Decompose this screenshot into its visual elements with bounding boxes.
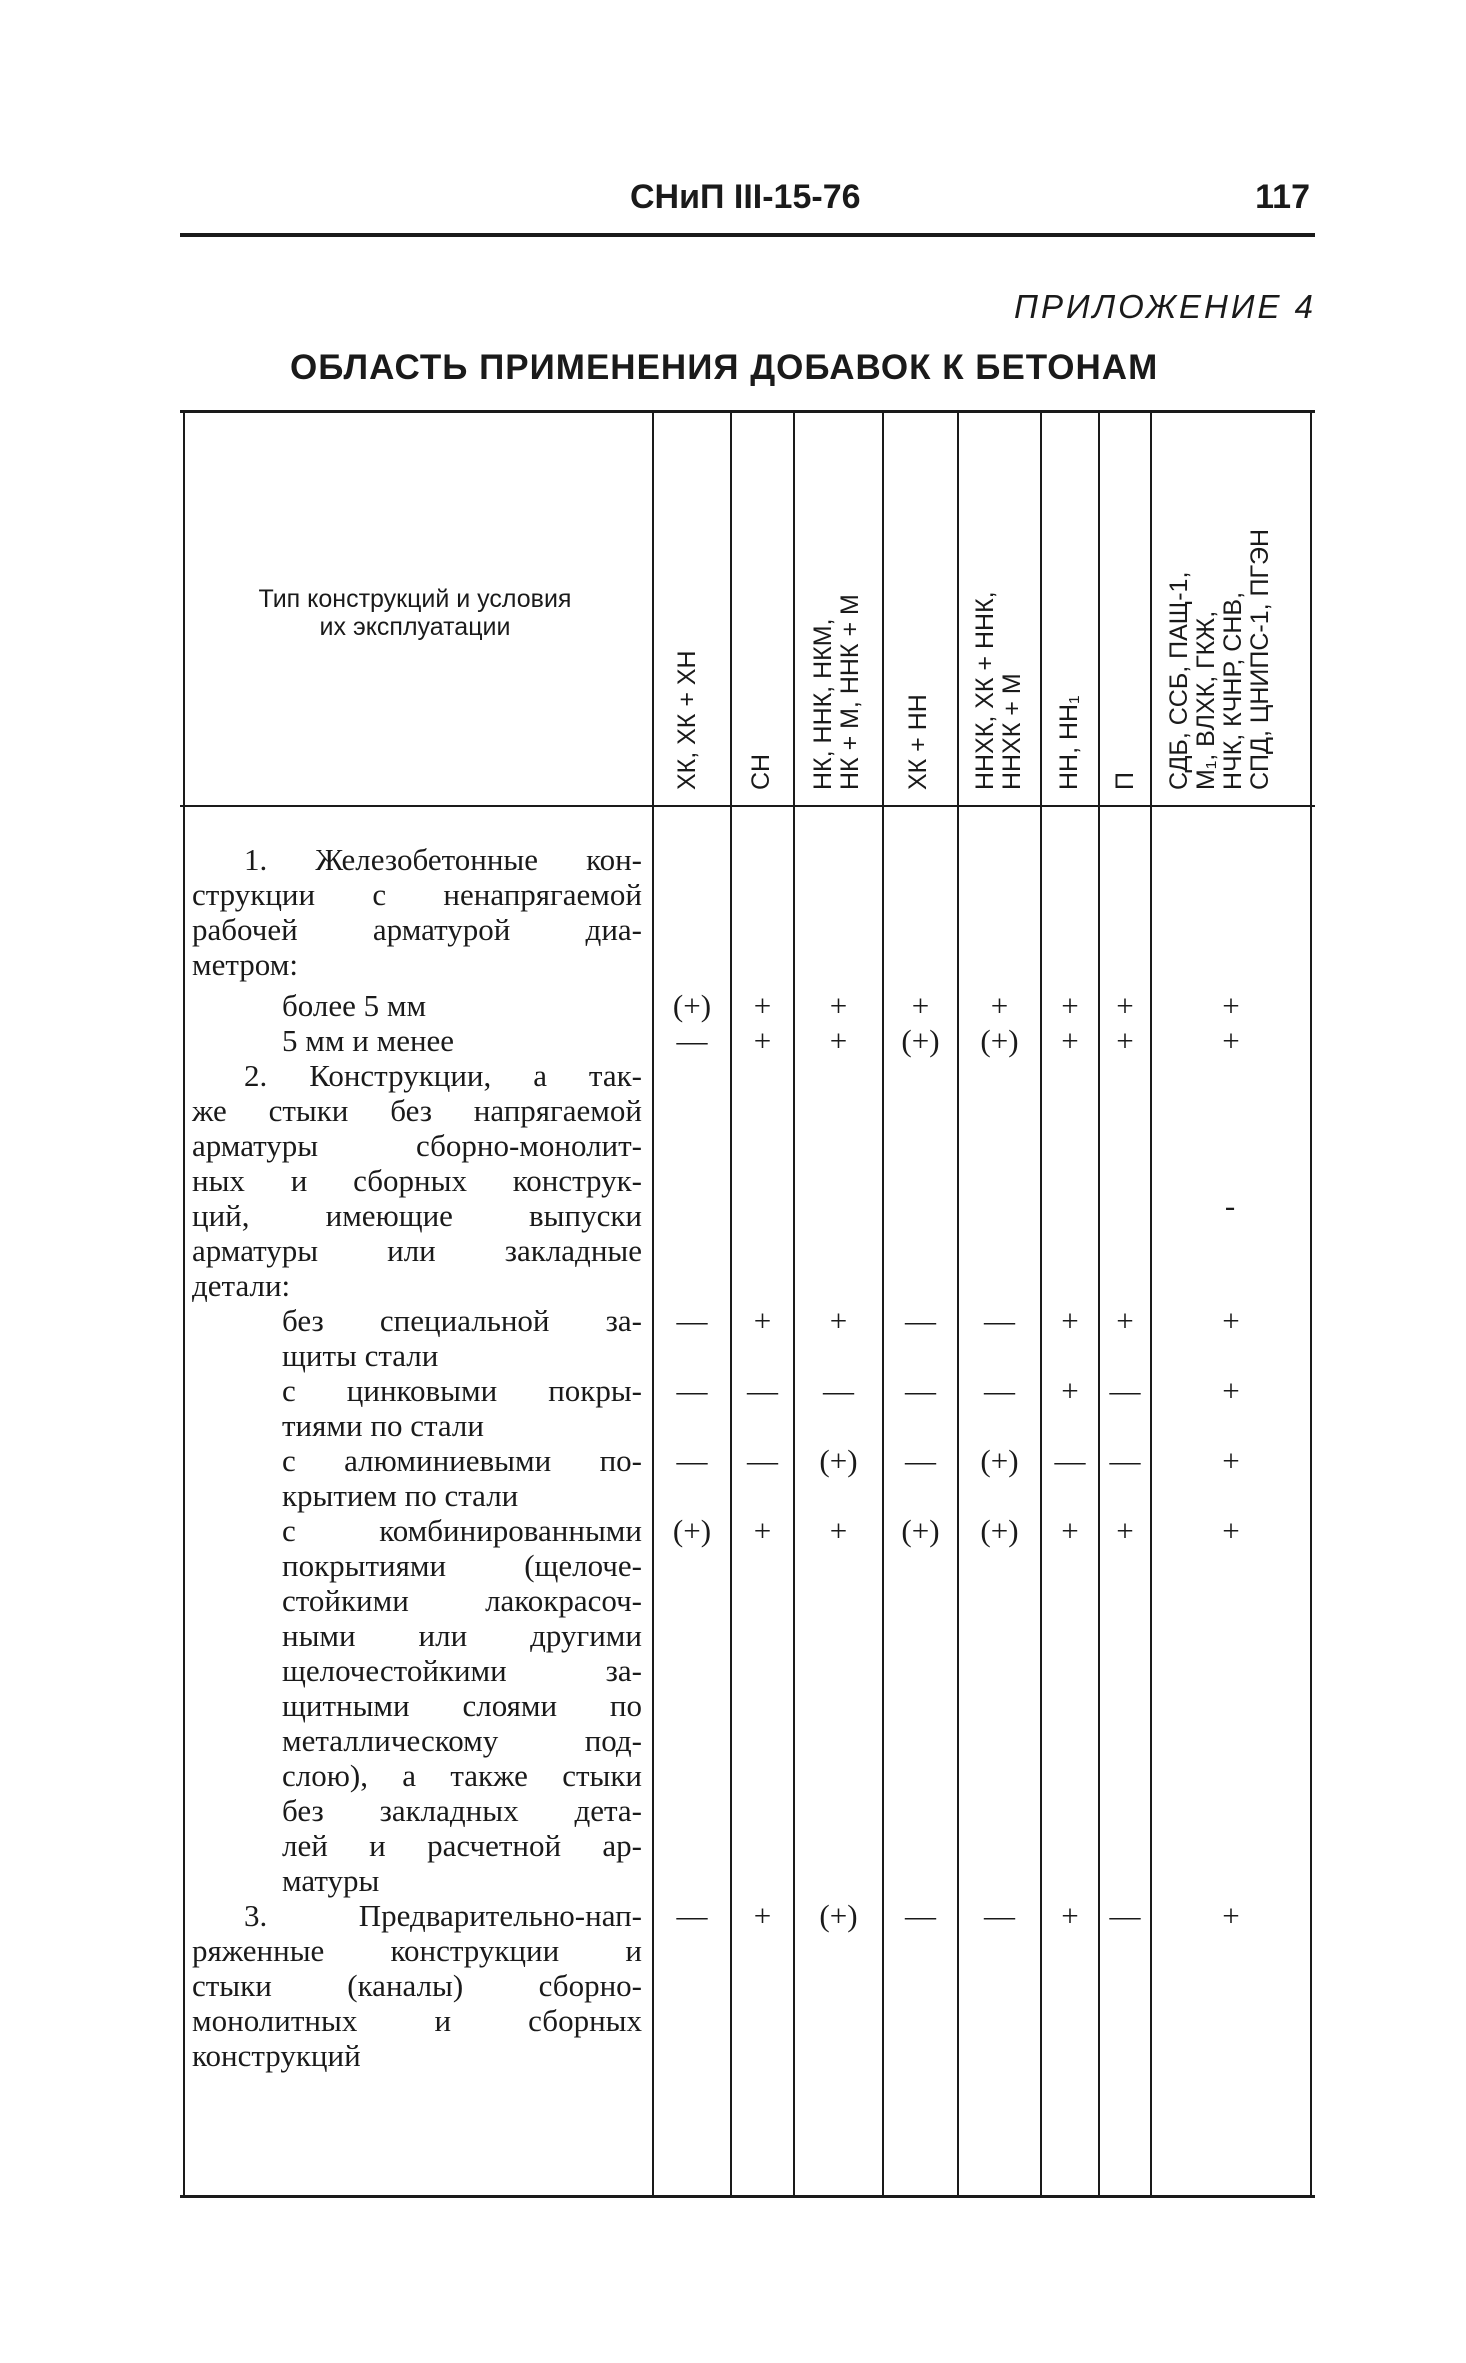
row-label-combined: с комбинированными покрытиями (щелоче- стойкими лакокрасоч- ными или другими щелочестойкими за- щитными слоями по металлическому под- слою), а также стыки без закладных дета- лей и расчетной ар- матуры xyxy=(282,1513,642,1898)
column-header: СН xyxy=(747,753,775,790)
table-cell: + xyxy=(753,1898,772,1933)
table-cell: + xyxy=(1222,1443,1240,1478)
row-label-zinc: с цинковыми покры- тиями по стали xyxy=(282,1373,642,1443)
table-cell: — xyxy=(1109,1373,1141,1408)
table-cell: + xyxy=(829,1023,848,1058)
table-cell: — xyxy=(905,1898,936,1933)
table-cell: — xyxy=(1109,1443,1141,1478)
table-cell: — xyxy=(676,1303,708,1338)
table-cell: + xyxy=(1061,1023,1079,1058)
table-cell: + xyxy=(1061,988,1079,1023)
running-header xyxy=(180,178,1310,228)
stray-mark: - xyxy=(1224,1188,1236,1223)
document-code: СНиП III-15-76 xyxy=(630,178,861,216)
table-cell: (+) xyxy=(901,1023,940,1058)
header-rule xyxy=(180,233,1315,237)
table-cell: — xyxy=(905,1443,936,1478)
table-cell: — xyxy=(676,1023,708,1058)
table-cell: + xyxy=(911,988,930,1023)
table-cell: — xyxy=(676,1373,708,1408)
column-header: П xyxy=(1111,772,1139,790)
section-1-text: 1. Железобетонные кон- струкции с ненапрягаемой рабочей арматурой диа- метром: xyxy=(192,842,642,982)
header-construction-type: Тип конструкций и условия их эксплуатации xyxy=(258,585,572,641)
column-header: ННХК, ХК + ННК, ННХК + М xyxy=(971,591,1026,790)
table-cell: — xyxy=(747,1373,778,1408)
row-label-aluminium: с алюминиевыми по- крытием по стали xyxy=(282,1443,642,1513)
table-cell: + xyxy=(1116,1513,1134,1548)
section-3-text: 3. Предварительно-нап- ряженные конструкции и стыки (каналы) сборно- монолитных и сборных конструкций xyxy=(192,1898,642,2073)
table-cell: — xyxy=(1054,1443,1086,1478)
table-cell: (+) xyxy=(819,1898,858,1933)
table-cell: — xyxy=(676,1898,708,1933)
column-header: НН, НН₁ xyxy=(1055,695,1083,790)
table-top-border xyxy=(180,410,1315,413)
table-cell: (+) xyxy=(980,1443,1019,1478)
table-cell: + xyxy=(829,988,848,1023)
table-cell: — xyxy=(676,1443,708,1478)
appendix-label: ПРИЛОЖЕНИЕ 4 xyxy=(1014,288,1316,325)
table-cell: + xyxy=(1061,1898,1079,1933)
table-cell: + xyxy=(1222,1303,1240,1338)
table-cell: + xyxy=(990,988,1009,1023)
table-cell: + xyxy=(829,1303,848,1338)
table-cell: — xyxy=(984,1373,1015,1408)
table-cell: + xyxy=(1222,1513,1240,1548)
column-header: СДБ, ССБ, ПАЩ-1, М₁, ВЛХК, ГКЖ, НЧК, КЧНР, СНВ, СПД, ЦНИПС-1, ПГЭН xyxy=(1165,528,1274,790)
table-cell: (+) xyxy=(819,1443,858,1478)
table-cell: — xyxy=(823,1373,854,1408)
table-cell: + xyxy=(1116,988,1134,1023)
table-cell: + xyxy=(1061,1373,1079,1408)
table-cell: + xyxy=(753,1303,772,1338)
table-cell: + xyxy=(1222,1373,1240,1408)
column-header: ХК, ХК + ХН xyxy=(673,650,701,790)
row-label-no-protection: без специальной за- щиты стали xyxy=(282,1303,642,1373)
table-cell: + xyxy=(1116,1303,1134,1338)
table-right-border xyxy=(1310,410,1312,2195)
table-cell: (+) xyxy=(672,1513,712,1548)
column-header: ХК + НН xyxy=(904,694,932,790)
row-label-5mm-less: 5 мм и менее xyxy=(282,1023,455,1058)
table-cell: + xyxy=(1061,1303,1079,1338)
table-cell: + xyxy=(1222,988,1240,1023)
table-left-border xyxy=(183,410,185,2195)
table-cell: (+) xyxy=(672,988,712,1023)
table-cell: + xyxy=(1222,1898,1240,1933)
table-header-separator xyxy=(180,805,1315,807)
row-label-more-5mm: более 5 мм xyxy=(282,988,427,1023)
section-2-text: 2. Конструкции, а так- же стыки без напрягаемой арматуры сборно-монолит- ных и сборных конструк- ций, имеющие выпуски арматуры или закладные детали: xyxy=(192,1058,642,1303)
table-cell: + xyxy=(1222,1023,1240,1058)
table-cell: + xyxy=(1116,1023,1134,1058)
table-cell: — xyxy=(905,1373,936,1408)
table-cell: — xyxy=(984,1898,1015,1933)
column-header: НК, ННК, НКМ, НК + М, ННК + М xyxy=(809,594,864,790)
table-cell: (+) xyxy=(980,1023,1019,1058)
table-cell: + xyxy=(753,1023,772,1058)
table-cell: — xyxy=(1109,1898,1141,1933)
table-cell: + xyxy=(1061,1513,1079,1548)
table-bottom-border xyxy=(180,2195,1315,2198)
table-cell: — xyxy=(747,1443,778,1478)
table-cell: + xyxy=(829,1513,848,1548)
table-cell: (+) xyxy=(980,1513,1019,1548)
page-number: 117 xyxy=(1255,178,1310,216)
page-title: ОБЛАСТЬ ПРИМЕНЕНИЯ ДОБАВОК К БЕТОНАМ xyxy=(290,348,1159,387)
table-cell: + xyxy=(753,988,772,1023)
table-cell: — xyxy=(984,1303,1015,1338)
table-cell: + xyxy=(753,1513,772,1548)
table-cell: — xyxy=(905,1303,936,1338)
table-cell: (+) xyxy=(901,1513,940,1548)
